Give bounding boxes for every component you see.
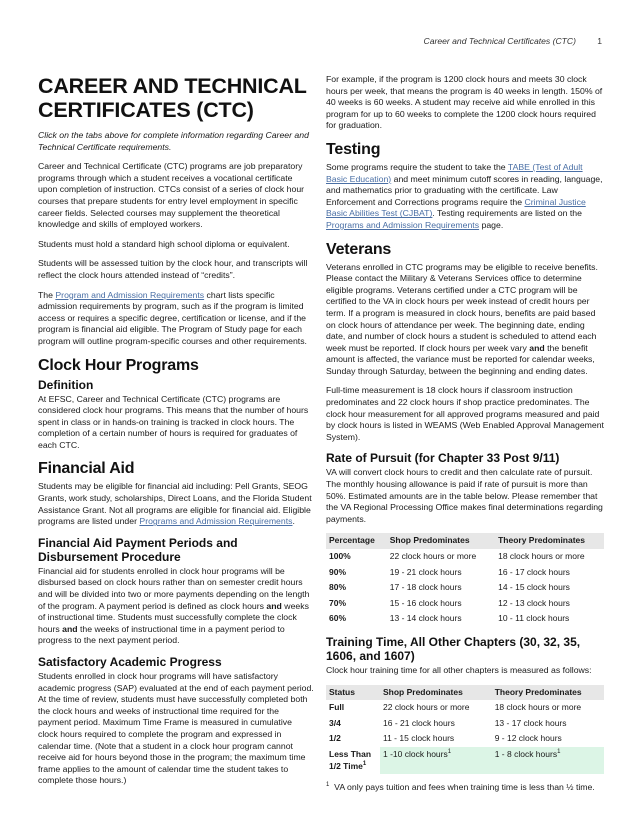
program-requirements-link[interactable]: Program and Admission Requirements <box>55 289 205 300</box>
table-cell: 17 - 18 clock hours <box>389 582 462 593</box>
table-row <box>326 596 604 612</box>
rate-of-pursuit-table <box>326 533 604 627</box>
running-header <box>0 36 640 50</box>
text-run: chart lists specific admission requirements by program, such as if the program is limited access or requires a specific degree, certification or license, and if the program is financial aid eligible. The Program of Study page for each program will outline program-specific courses and other requirements. <box>38 289 307 346</box>
rate-of-pursuit-heading: Rate of Pursuit (for Chapter 33 Post 9/11) <box>326 451 560 466</box>
column-header: Theory Predominates <box>492 685 604 701</box>
column-header: Shop Predominates <box>387 533 495 549</box>
table-cell: Full <box>329 702 345 713</box>
table-cell: 1/2 <box>329 733 341 744</box>
financial-aid-text <box>38 481 314 527</box>
table-cell: 16 - 17 clock hours <box>498 566 570 577</box>
intro-paragraph-3: Students will be assessed tuition by the clock hour, and transcripts will reflect the clock hours attended instead of “credits”. <box>38 258 308 280</box>
table-cell <box>326 747 380 774</box>
sap-heading: Satisfactory Academic Progress <box>38 655 222 669</box>
text-run: . <box>292 516 295 527</box>
page-number: 1 <box>597 36 602 46</box>
table-cell: 18 clock hours or more <box>498 551 585 561</box>
table-cell: 10 - 11 clock hours <box>498 613 570 624</box>
bold-and: and <box>529 342 545 353</box>
intro-paragraph-2: Students must hold a standard high school diploma or equivalent. <box>38 238 290 249</box>
cell-text: 1 - 8 clock hours <box>494 748 558 759</box>
text-run: and meet minimum cutoff scores in reading, language, and mathematics prior to graduating with the certificate. Law Enforcement and Corrections programs require the <box>326 173 603 207</box>
table-cell: 16 - 21 clock hours <box>383 717 455 728</box>
cjbat-link[interactable]: Criminal Justice Basic Abilities Test (CJBAT) <box>326 196 586 219</box>
table-cell: 13 - 17 clock hours <box>494 717 567 728</box>
intro-paragraph-4 <box>38 290 314 348</box>
table-row <box>326 580 604 596</box>
table-cell: 80% <box>329 582 347 593</box>
training-time-heading: Training Time, All Other Chapters (30, 32, 35, 1606, and 1607) <box>326 634 581 663</box>
example-text: For example, if the program is 1200 clock hours and meets 30 clock hours per week, that means the program is 40 weeks in length. 150% of 40 weeks is 60 weeks. A student may receive aid while enrolled in this program for up to 60 weeks to complete the 1200 clock hours required for graduation. <box>326 74 603 131</box>
payment-periods-heading: Financial Aid Payment Periods and Disbursement Procedure <box>38 535 238 564</box>
footnote-ref: 1 <box>447 749 452 756</box>
table-cell: 22 clock hours or more <box>389 551 477 561</box>
text-run: The <box>38 289 56 300</box>
table-cell: 9 - 12 clock hours <box>494 733 562 744</box>
text-run: weeks of instructional time. Students must successfully complete the clock hours <box>38 600 309 634</box>
column-header: Status <box>326 685 380 701</box>
table-cell: 15 - 16 clock hours <box>389 597 462 608</box>
bold-and: and <box>62 623 78 634</box>
financial-aid-requirements-link[interactable]: Programs and Admission Requirements <box>139 516 293 527</box>
testing-heading: Testing <box>326 140 381 158</box>
table-row <box>326 611 604 627</box>
footnote <box>326 782 604 794</box>
table-row <box>326 700 604 716</box>
table-row <box>326 731 604 747</box>
text-run: Some programs require the student to take the <box>326 161 508 172</box>
table-row <box>326 549 604 565</box>
definition-text: At EFSC, Career and Technical Certificate (CTC) programs are considered clock hour programs. This means that the number of hours spent in class or in hands-on training is tracked in clock hours. The completion of a certain number of hours is required for graduates of each CTC. <box>38 393 309 450</box>
table-row <box>326 716 604 732</box>
text-run: . Testing requirements are listed on the <box>432 208 582 219</box>
table-header-row <box>326 685 604 701</box>
right-column <box>326 74 604 794</box>
footnote-mark: 1 <box>326 782 330 789</box>
table-cell: 70% <box>329 597 347 608</box>
table-cell: 100% <box>329 551 351 561</box>
training-time-text: Clock hour training time for all other chapters is measured as follows: <box>326 664 592 675</box>
intro-note: Click on the tabs above for complete information regarding Career and Technical Certificate requirements. <box>38 130 309 152</box>
testing-text <box>326 162 604 232</box>
table-cell: 90% <box>329 566 347 577</box>
table-cell <box>492 747 604 774</box>
footnote-ref: 1 <box>557 749 561 756</box>
testing-requirements-link[interactable]: Programs and Admission Requirements <box>326 219 480 230</box>
table-cell: 13 - 14 clock hours <box>389 613 462 624</box>
cell-text: 1 -10 clock hours <box>383 748 448 759</box>
sap-text: Students enrolled in clock hour programs will have satisfactory academic progress (SAP) evaluated at the end of each payment period. At the time of review, students must have successfully completed both the clock hours and weeks of instructional time required for the payment period. Maximum Time Frame is measured in cumulative clock hours required to complete the program and expressed in calendar time. (Note that a student in a clock hour program cannot receive aid for hours beyond those in the program; the maximum time frame applies to the amount of calendar time the student takes to complete those hours.) <box>38 671 314 786</box>
table-row <box>326 747 604 774</box>
clock-hour-heading: Clock Hour Programs <box>38 356 199 374</box>
veterans-text <box>326 262 604 378</box>
column-header: Theory Predominates <box>495 533 604 549</box>
financial-aid-heading: Financial Aid <box>38 460 135 478</box>
status-text: Less Than 1/2 Time <box>329 748 372 771</box>
table-cell: 19 - 21 clock hours <box>389 566 462 577</box>
text-run: Students may be eligible for financial aid including: Pell Grants, SEOG Grants, work study, scholarships, Direct Loans, and the Florida Student Assistance Grant. Not all programs are eligible for financial aid. Eligible programs are listed under <box>38 481 312 527</box>
running-title: Career and Technical Certificates (CTC) <box>423 36 576 46</box>
veterans-heading: Veterans <box>326 240 392 258</box>
table-cell: 14 - 15 clock hours <box>498 582 570 593</box>
text-run: Veterans enrolled in CTC programs may be eligible to receive benefits. Please contact the Military & Veterans Services office to determine eligible programs. Veterans certified under a CTC program will be certified to the VA in clock hours per week instead of credit hours per term. If a program is measured in clock hours, benefits are paid based on clock hours of attendance per week. The beginning date, ending date, and number of clock hours a student is scheduled to attend each week must be reported. If clock hours per week vary <box>326 261 598 353</box>
table-header-row <box>326 533 604 549</box>
text-run: page. <box>479 219 504 230</box>
text-run: the weeks of instructional time in a payment period to progress to the next payment period. <box>38 623 285 646</box>
footnote-text: VA only pays tuition and fees when training time is less than ½ time. <box>334 782 595 793</box>
table-cell: 11 - 15 clock hours <box>383 733 455 744</box>
page-title: CAREER AND TECHNICAL CERTIFICATES (CTC) <box>38 74 307 122</box>
footnote-ref: 1 <box>362 760 367 767</box>
table-row <box>326 565 604 581</box>
tabe-link[interactable]: TABE (Test of Adult Basic Education) <box>326 161 583 184</box>
definition-heading: Definition <box>38 377 94 392</box>
column-header: Percentage <box>326 533 387 549</box>
text-run: Financial aid for students enrolled in clock hour programs will be disbursed based on clock hours rather than on semester credit hours and will be divided into two or more payments depending on the length of the program. A payment period is defined as clock hours <box>38 565 310 611</box>
table-cell: 3/4 <box>329 717 341 728</box>
rate-of-pursuit-text: VA will convert clock hours to credit and then calculate rate of pursuit. The monthly housing allowance is paid if rate of pursuit is more than 50%. Estimated amounts are in the table below. Please remember that the VA Regional Processing Office makes final determinations regarding payments. <box>326 467 603 524</box>
table-cell: 12 - 13 clock hours <box>498 597 570 608</box>
table-cell <box>380 747 492 774</box>
training-time-table <box>326 685 604 775</box>
left-column <box>38 74 314 795</box>
fulltime-text: Full-time measurement is 18 clock hours if classroom instruction predominates and 22 clock hours if shop practice predominates. The clock hour measurement for all approved programs measured and paid by clock hours is listed in WEAMS (Web Enabled Approval Management System). <box>326 385 604 442</box>
text-run: the benefit amount is affected, the variance must be reported for calendar weeks, Sunday through Saturday, between the beginning and ending dates. <box>326 342 595 376</box>
payment-periods-text <box>38 566 314 647</box>
intro-paragraph-1: Career and Technical Certificate (CTC) programs are job preparatory programs through which a student receives a vocational certificate upon completion of instruction. CTCs consist of a series of clock hour courses that prepare students for entry level employment in specific career fields. Selected courses may supplement the theoretical knowledge and skills of employed workers. <box>38 161 305 230</box>
table-cell: 22 clock hours or more <box>383 702 470 713</box>
table-cell: 18 clock hours or more <box>494 702 582 713</box>
column-header: Shop Predominates <box>380 685 492 701</box>
bold-and: and <box>266 600 282 611</box>
table-cell: 60% <box>329 613 347 624</box>
